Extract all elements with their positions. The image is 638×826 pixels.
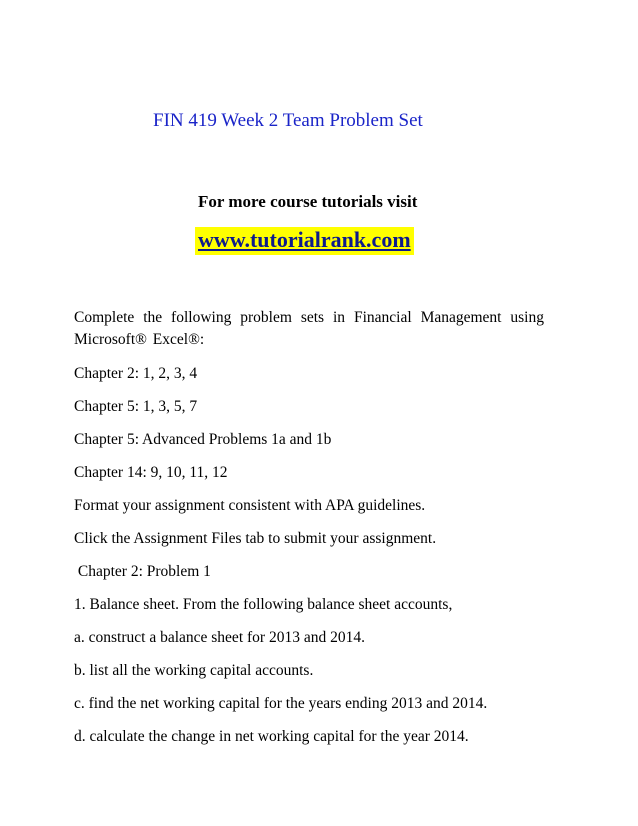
line-format: Format your assignment consistent with APA guidelines. — [74, 497, 426, 514]
line-submit: Click the Assignment Files tab to submit your assignment. — [74, 530, 437, 547]
line-part-c: c. find the net working capital for the years ending 2013 and 2014. — [74, 695, 488, 712]
line-problem-1: 1. Balance sheet. From the following balance sheet accounts, — [74, 596, 453, 613]
line-part-b: b. list all the working capital accounts. — [74, 662, 314, 679]
line-chapter-14: Chapter 14: 9, 10, 11, 12 — [74, 464, 228, 481]
line-chapter-2-problem-1: Chapter 2: Problem 1 — [74, 563, 211, 580]
line-chapter-5-advanced: Chapter 5: Advanced Problems 1a and 1b — [74, 431, 332, 448]
line-chapter-2: Chapter 2: 1, 2, 3, 4 — [74, 365, 198, 382]
tutorial-link[interactable]: www.tutorialrank.com — [195, 227, 414, 255]
visit-text: For more course tutorials visit — [198, 192, 418, 211]
document-title: FIN 419 Week 2 Team Problem Set — [153, 110, 423, 131]
intro-paragraph: Complete the following problem sets in Financial Management using Microsoft® Excel®: — [74, 309, 544, 348]
line-part-a: a. construct a balance sheet for 2013 and 2014. — [74, 629, 365, 646]
line-part-d: d. calculate the change in net working capital for the year 2014. — [74, 728, 469, 745]
line-chapter-5: Chapter 5: 1, 3, 5, 7 — [74, 398, 198, 415]
